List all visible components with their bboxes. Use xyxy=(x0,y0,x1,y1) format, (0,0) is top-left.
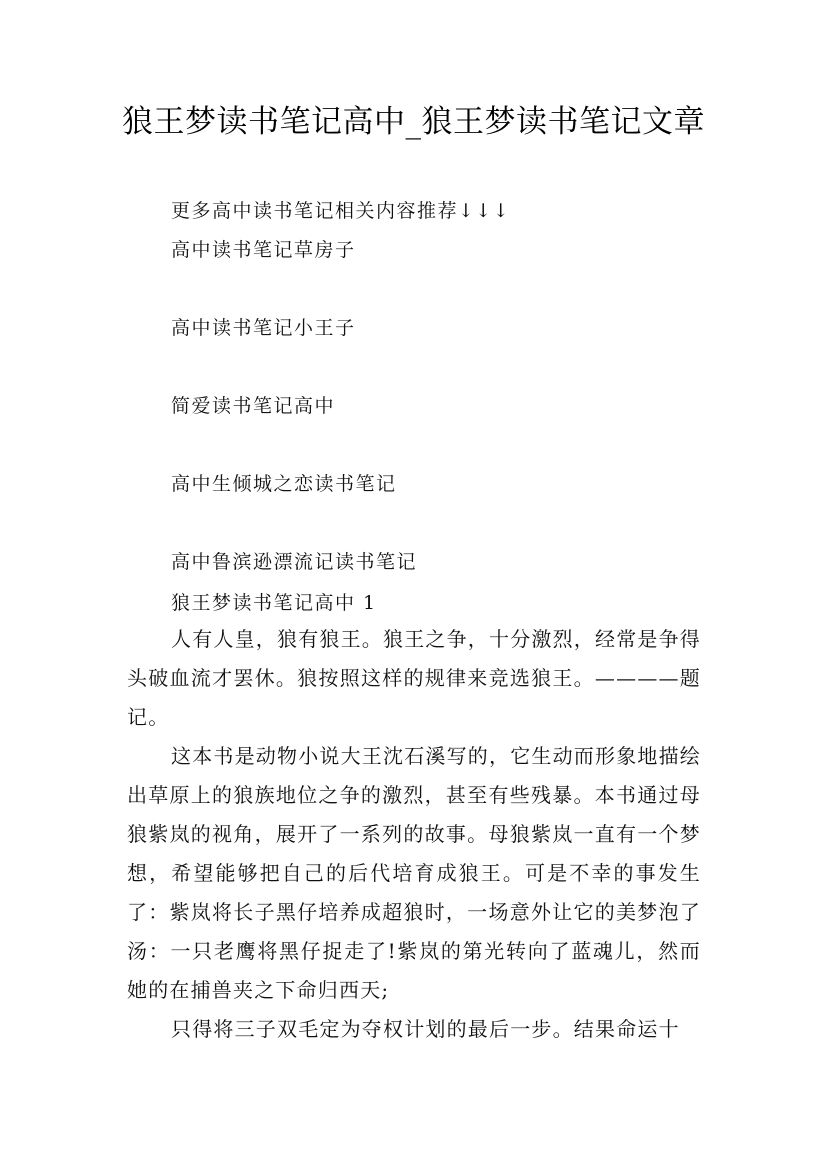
recommend-link[interactable]: 高中读书笔记草房子 xyxy=(171,239,356,261)
document-title: 狼王梦读书笔记高中_狼王梦读书笔记文章 xyxy=(122,104,705,140)
section-heading: 狼王梦读书笔记高中 1 xyxy=(171,592,377,614)
recommend-link[interactable]: 高中鲁滨逊漂流记读书笔记 xyxy=(171,551,418,573)
paragraph-summary: 这本书是动物小说大王沈石溪写的，它生动而形象地描绘出草原上的狼族地位之争的激烈，甚至有些残暴。本书通过母狼紫岚的视角，展开了一系列的故事。母狼紫岚一直有一个梦想，希望能够把自己的后代培育成狼王。可是不幸的事发生了：紫岚将长子黑仔培养成超狼时，一场意外让它的美梦泡了汤：一只老鹰将黑仔捉走了!紫岚的第光转向了蓝魂儿，然而她的在捕兽夹之下命归西天; xyxy=(127,744,701,1002)
recommend-link[interactable]: 简爱读书笔记高中 xyxy=(171,395,336,417)
paragraph-intro: 人有人皇，狼有狼王。狼王之争，十分激烈，经常是争得头破血流才罢休。狼按照这样的规律来竞选狼王。————题记。 xyxy=(127,627,701,729)
recommend-link[interactable]: 高中生倾城之恋读书笔记 xyxy=(171,473,397,495)
paragraph-continued: 只得将三子双毛定为夺权计划的最后一步。结果命运十 xyxy=(171,1017,680,1041)
recommend-link[interactable]: 高中读书笔记小王子 xyxy=(171,317,356,339)
recommend-header: 更多高中读书笔记相关内容推荐↓↓↓ xyxy=(171,200,511,222)
